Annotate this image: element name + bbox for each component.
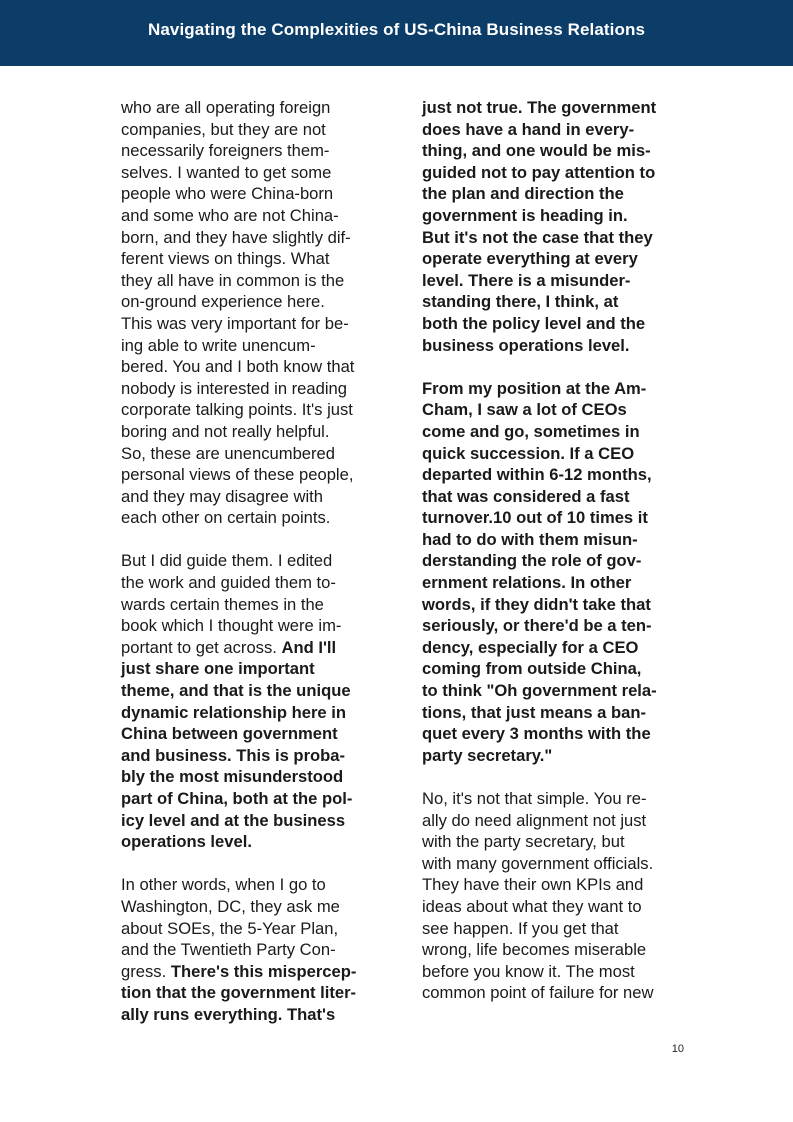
text-line <box>422 874 692 896</box>
text-run: ally do need alignment not just <box>422 810 647 830</box>
text-run: words, if they didn't take that <box>422 594 651 614</box>
text-run: about SOEs, the 5-Year Plan, <box>121 918 339 938</box>
text-run: icy level and at the business <box>121 810 346 830</box>
text-line <box>422 658 692 680</box>
text-line <box>121 421 389 443</box>
text-line <box>422 119 692 141</box>
text-line <box>422 810 692 832</box>
text-line <box>422 788 692 810</box>
text-run: tions, that just means a ban- <box>422 702 647 722</box>
text-line <box>422 529 692 551</box>
text-line <box>422 637 692 659</box>
text-line <box>422 702 692 724</box>
text-run: born, and they have slightly dif- <box>121 227 351 247</box>
text-line <box>121 615 389 637</box>
text-line <box>121 745 389 767</box>
header-title: Navigating the Complexities of US-China Business Relations <box>148 20 645 39</box>
text-line <box>422 723 692 745</box>
text-line <box>422 572 692 594</box>
text-run: before you know it. The most <box>422 961 635 981</box>
text-run: does have a hand in every- <box>422 119 635 139</box>
text-line <box>422 853 692 875</box>
text-line <box>121 119 389 141</box>
text-run: with many government officials. <box>422 853 654 873</box>
text-line <box>121 961 389 983</box>
text-line <box>422 831 692 853</box>
text-line <box>121 572 389 594</box>
text-run: boring and not really helpful. <box>121 421 330 441</box>
text-line <box>422 291 692 313</box>
text-line <box>422 313 692 335</box>
text-run: guided not to pay attention to <box>422 162 656 182</box>
text-run: ally runs everything. That's <box>121 1004 336 1024</box>
text-line <box>121 637 389 659</box>
text-line <box>121 270 389 292</box>
text-run: theme, and that is the unique <box>121 681 351 701</box>
text-line <box>422 982 692 1004</box>
text-run: ing able to write unencum- <box>121 335 316 355</box>
text-run: that was considered a fast <box>422 486 630 506</box>
bold-text-run: And I'll <box>281 637 337 657</box>
text-run: No, it's not that simple. You re- <box>422 789 647 808</box>
text-line <box>422 486 692 508</box>
text-line <box>121 918 389 940</box>
text-run: standing there, I think, at <box>422 292 619 312</box>
text-run: see happen. If you get that <box>422 918 619 938</box>
text-run: operate everything at every <box>422 249 638 269</box>
text-run: ferent views on things. What <box>121 249 330 269</box>
text-run: and they may disagree with <box>121 486 324 506</box>
text-line <box>121 248 389 270</box>
text-line <box>121 335 389 357</box>
text-line <box>422 680 692 702</box>
text-line <box>121 658 389 680</box>
text-run: ernment relations. In other <box>422 573 632 593</box>
text-line <box>121 896 389 918</box>
text-run: gress. <box>121 961 171 981</box>
text-line <box>121 702 389 724</box>
text-run: derstanding the role of gov- <box>422 551 642 571</box>
left-column <box>121 97 389 1026</box>
text-line <box>422 205 692 227</box>
text-line <box>422 507 692 529</box>
text-line <box>121 680 389 702</box>
text-line <box>422 399 692 421</box>
text-line <box>121 594 389 616</box>
text-run: the plan and direction the <box>422 184 624 204</box>
paragraph-gap <box>422 766 692 788</box>
text-line <box>121 982 389 1004</box>
text-run: the work and guided them to- <box>121 573 336 593</box>
text-run: operations level. <box>121 832 252 852</box>
text-line <box>121 378 389 400</box>
text-run: business operations level. <box>422 335 630 355</box>
text-line <box>121 140 389 162</box>
text-run: wards certain themes in the <box>121 594 324 614</box>
text-run: portant to get across. <box>121 637 282 657</box>
text-line <box>422 918 692 940</box>
text-line <box>422 183 692 205</box>
text-line <box>422 335 692 357</box>
text-line <box>121 313 389 335</box>
paragraph-gap <box>121 529 389 551</box>
text-line <box>422 550 692 572</box>
text-line <box>121 356 389 378</box>
text-run: just share one important <box>121 659 315 679</box>
text-line <box>422 270 692 292</box>
text-line <box>121 723 389 745</box>
text-run: dynamic relationship here in <box>121 702 346 722</box>
text-line <box>422 97 692 119</box>
text-run: book which I thought were im- <box>121 616 342 636</box>
text-run: and some who are not China- <box>121 205 339 225</box>
text-line <box>422 421 692 443</box>
text-line <box>422 140 692 162</box>
text-line <box>121 464 389 486</box>
text-run: companies, but they are not <box>121 119 326 139</box>
text-line <box>121 507 389 529</box>
text-line <box>121 1004 389 1026</box>
text-run: who are all operating foreign <box>121 98 331 117</box>
text-line <box>422 227 692 249</box>
text-run: bly the most misunderstood <box>121 767 344 787</box>
text-run: From my position at the Am- <box>422 378 647 398</box>
text-run: ideas about what they want to <box>422 896 642 916</box>
page-header <box>0 0 793 66</box>
text-run: bered. You and I both know that <box>121 357 355 377</box>
text-line <box>422 896 692 918</box>
text-line <box>121 766 389 788</box>
text-run: coming from outside China, <box>422 659 642 679</box>
text-line <box>422 615 692 637</box>
text-run: Washington, DC, they ask me <box>121 896 340 916</box>
text-run: common point of failure for new <box>422 983 654 1003</box>
text-line <box>121 162 389 184</box>
text-line <box>121 205 389 227</box>
text-run: to think "Oh government rela- <box>422 681 657 701</box>
text-run: But I did guide them. I edited <box>121 551 333 571</box>
text-run: party secretary." <box>422 745 553 765</box>
text-run: So, these are unencumbered <box>121 443 336 463</box>
paragraph-gap <box>422 356 692 378</box>
text-line <box>121 486 389 508</box>
text-line <box>121 810 389 832</box>
text-line <box>121 443 389 465</box>
text-run: on-ground experience here. <box>121 292 325 312</box>
text-run: selves. I wanted to get some <box>121 162 332 182</box>
text-line <box>121 291 389 313</box>
text-run: They have their own KPIs and <box>422 875 644 895</box>
text-run: But it's not the case that they <box>422 227 653 247</box>
text-line <box>121 939 389 961</box>
text-run: with the party secretary, but <box>422 832 625 852</box>
text-line <box>422 939 692 961</box>
text-line <box>422 594 692 616</box>
text-line <box>121 831 389 853</box>
text-run: Cham, I saw a lot of CEOs <box>422 400 627 420</box>
right-column <box>422 97 692 1004</box>
bold-text-run: There's this mispercep- <box>170 961 357 981</box>
text-run: had to do with them misun- <box>422 529 638 549</box>
text-run: turnover.10 out of 10 times it <box>422 508 648 528</box>
text-run: tion that the government liter- <box>121 983 357 1003</box>
text-run: just not true. The government <box>422 98 657 117</box>
text-line <box>121 874 389 896</box>
text-line <box>422 248 692 270</box>
text-line <box>121 97 389 119</box>
text-line <box>422 745 692 767</box>
text-line <box>121 227 389 249</box>
text-run: level. There is a misunder- <box>422 270 631 290</box>
text-run: personal views of these people, <box>121 465 354 485</box>
text-run: This was very important for be- <box>121 313 349 333</box>
text-run: nobody is interested in reading <box>121 378 348 398</box>
text-line <box>422 443 692 465</box>
text-run: come and go, sometimes in <box>422 421 640 441</box>
text-run: dency, especially for a CEO <box>422 637 639 657</box>
text-run: and business. This is proba- <box>121 745 346 765</box>
text-line <box>121 788 389 810</box>
text-line <box>422 464 692 486</box>
text-run: they all have in common is the <box>121 270 345 290</box>
text-run: part of China, both at the pol- <box>121 789 353 808</box>
page-number: 10 <box>671 1043 684 1055</box>
text-line <box>121 550 389 572</box>
text-line <box>121 399 389 421</box>
text-line <box>422 961 692 983</box>
paragraph-gap <box>121 853 389 875</box>
text-run: each other on certain points. <box>121 508 331 528</box>
text-run: In other words, when I go to <box>121 875 326 895</box>
text-run: both the policy level and the <box>422 313 646 333</box>
text-run: seriously, or there'd be a ten- <box>422 616 652 636</box>
text-run: quet every 3 months with the <box>422 724 651 744</box>
text-run: departed within 6-12 months, <box>422 465 652 485</box>
text-line <box>422 378 692 400</box>
text-run: wrong, life becomes miserable <box>422 940 647 960</box>
text-run: government is heading in. <box>422 205 628 225</box>
text-run: thing, and one would be mis- <box>422 141 651 161</box>
text-run: quick succession. If a CEO <box>422 443 635 463</box>
text-run: China between government <box>121 724 338 744</box>
text-run: people who were China-born <box>121 184 334 204</box>
text-line <box>422 162 692 184</box>
text-line <box>121 183 389 205</box>
text-run: corporate talking points. It's just <box>121 400 353 420</box>
text-run: and the Twentieth Party Con- <box>121 940 336 960</box>
text-run: necessarily foreigners them- <box>121 141 330 161</box>
